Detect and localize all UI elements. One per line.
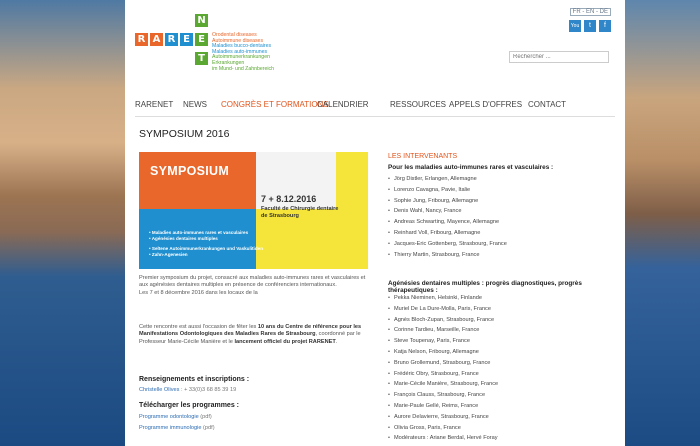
logo-tagline-line: Erkrankungen — [212, 59, 245, 66]
background-landscape-right — [625, 0, 700, 446]
banner-date: 7 + 8.12.2016 — [261, 194, 317, 204]
banner-topics-fr — [149, 230, 248, 241]
logo-tagline-line: Autoimmunerkrankungen — [212, 54, 270, 61]
speakers-list-2 — [388, 293, 498, 444]
logo-letter: A — [150, 33, 163, 46]
speaker-item: • Marie-Cécile Manière, Strasbourg, France — [388, 379, 498, 390]
speaker-item: • Jörg Distler, Erlangen, Allemagne — [388, 174, 507, 185]
contact-name-link[interactable]: Christelle Olives — [139, 387, 180, 393]
file-type: (pdf) — [198, 414, 212, 420]
banner-orange-block — [139, 152, 256, 209]
nav-item[interactable]: APPELS D'OFFRES — [449, 100, 523, 109]
anniversary-bold: 10 ans du Centre de référence pour les Manifestations Odontologiques des Maladies Rares de Strasbourg — [139, 324, 362, 338]
speaker-item: • Thierry Martin, Strasbourg, France — [388, 250, 507, 261]
speaker-item: • Sophie Jung, Fribourg, Allemagne — [388, 196, 507, 207]
speaker-item: • Agnès Bloch-Zupan, Strasbourg, France — [388, 315, 498, 326]
speaker-item: • François Clauss, Strasbourg, France — [388, 390, 498, 401]
intro-text: Les 7 et 8 décembre 2016 dans les locaux de la — [139, 289, 258, 296]
speakers-heading: LES INTERVENANTS — [388, 153, 458, 160]
speaker-item: • Katja Nelson, Fribourg, Allemagne — [388, 347, 498, 358]
logo-letter: E — [180, 33, 193, 46]
speaker-item: • Jacques-Eric Gottenberg, Strasbourg, France — [388, 239, 507, 250]
twitter-icon[interactable]: t — [584, 20, 596, 32]
speaker-item: • Olivia Gross, Paris, France — [388, 423, 498, 434]
logo-tagline-line: Maladies bucco-dentaires — [212, 43, 272, 50]
banner-topic: • Zahn-Agenesien — [149, 251, 188, 257]
banner-topic: • Seltene Autoimmunerkrankungen und Vaskulitiden — [149, 246, 264, 251]
speaker-item: • Aurore Delavierre, Strasbourg, France — [388, 412, 498, 423]
facebook-icon[interactable]: f — [599, 20, 611, 32]
anniversary-text: Cette rencontre est aussi l'occasion de fêter les — [139, 324, 258, 330]
rarenet-logo[interactable] — [135, 14, 315, 84]
contact-line — [139, 387, 236, 393]
programme-immunologie-link[interactable]: Programme immunologie — [139, 425, 202, 431]
speakers-list-1 — [388, 174, 507, 260]
speaker-item: • Pekka Nieminen, Helsinki, Finlande — [388, 293, 498, 304]
banner-topic: • Maladies auto-immunes rares et vasculaires — [149, 230, 249, 235]
programme-odontologie-link[interactable]: Programme odontologie — [139, 414, 199, 420]
anniversary-paragraph — [139, 324, 371, 346]
nav-item[interactable]: RARENET — [135, 100, 174, 109]
speaker-item: • Corinne Tardieu, Marseille, France — [388, 325, 498, 336]
language-switcher[interactable]: FR - EN - DE — [570, 8, 611, 16]
nav-item[interactable]: CALENDRIER — [317, 100, 369, 109]
file-type: (pdf) — [201, 425, 215, 431]
speaker-item: • Steve Toupenay, Paris, France — [388, 336, 498, 347]
youtube-icon[interactable]: You — [569, 20, 581, 32]
anniversary-bold: lancement officiel du projet RARENET — [234, 338, 336, 345]
main-nav — [135, 94, 615, 117]
page-content — [125, 0, 625, 446]
banner-topics-de — [149, 246, 263, 257]
download-item — [139, 414, 212, 420]
anniversary-text: . — [335, 338, 338, 345]
nav-item[interactable]: CONTACT — [528, 100, 567, 109]
symposium-banner — [139, 152, 368, 269]
speaker-item: • Frédéric Obry, Strasbourg, France — [388, 369, 498, 380]
speakers-group-title: Pour les maladies auto-immunes rares et vasculaires : — [388, 164, 554, 171]
logo-tagline — [212, 33, 274, 72]
speaker-item: • Marie-Paule Gellé, Reims, France — [388, 401, 498, 412]
speaker-item: • Reinhard Voll, Fribourg, Allemagne — [388, 228, 507, 239]
logo-letter: E — [195, 33, 208, 46]
nav-item[interactable]: CONGRÈS ET FORMATIONS — [221, 100, 329, 109]
contact-heading: Renseignements et inscriptions : — [139, 376, 250, 383]
speaker-item: • Muriel De La Dure-Molla, Paris, France — [388, 304, 498, 315]
speaker-item: • Andreas Schwarting, Mayence, Allemagne — [388, 217, 507, 228]
speakers-group-title: Agénésies dentaires multiples : progrès diagnostiques, progrès thérapeutiques : — [388, 280, 582, 295]
intro-text: Premier symposium du projet, consacré aux maladies auto-immunes rares et vasculaires et aux agénésies dentaires multiples en présence de conférenciers internationaux. — [139, 275, 366, 289]
logo-letter: T — [195, 52, 208, 65]
search-input[interactable] — [509, 51, 609, 63]
logo-letter: R — [135, 33, 148, 46]
logo-tagline-line: Maladies auto-immunes — [212, 48, 268, 55]
logo-letter: N — [195, 14, 208, 27]
speaker-item: • Modérateurs : Ariane Berdal, Hervé Foray — [388, 433, 498, 444]
logo-tagline-line: im Mund- und Zahnbereich — [212, 65, 274, 72]
logo-tagline-line: Orodental diseases — [212, 32, 257, 38]
page-title: SYMPOSIUM 2016 — [139, 128, 230, 140]
anniversary-text: , coordonné par le Professeur Marie-Cécile Manière et le — [139, 331, 361, 345]
background-landscape-left — [0, 0, 125, 446]
speaker-item: • Bruno Grollemund, Strasbourg, France — [388, 358, 498, 369]
banner-faculty-line: de Strasbourg — [261, 212, 299, 219]
downloads-heading: Télécharger les programmes : — [139, 402, 239, 409]
banner-topic: • Agénésies dentaires multiples — [149, 235, 218, 241]
banner-faculty-line: Faculté de Chirurgie dentaire — [261, 206, 339, 212]
social-links — [569, 20, 611, 32]
intro-paragraph — [139, 275, 371, 297]
download-item — [139, 425, 215, 431]
logo-letter: R — [165, 33, 178, 46]
speaker-item: • Lorenzo Cavagna, Pavie, Italie — [388, 185, 507, 196]
nav-item[interactable]: RESSOURCES — [390, 100, 447, 109]
speaker-item: • Denis Wahl, Nancy, France — [388, 206, 507, 217]
contact-phone: : + 33(0)3 68 85 39 19 — [179, 387, 237, 393]
banner-faculty — [261, 206, 338, 219]
banner-heading: SYMPOSIUM — [150, 164, 230, 178]
nav-item[interactable]: NEWS — [183, 100, 207, 109]
logo-tagline-line: Autoimmune diseases — [212, 37, 264, 44]
